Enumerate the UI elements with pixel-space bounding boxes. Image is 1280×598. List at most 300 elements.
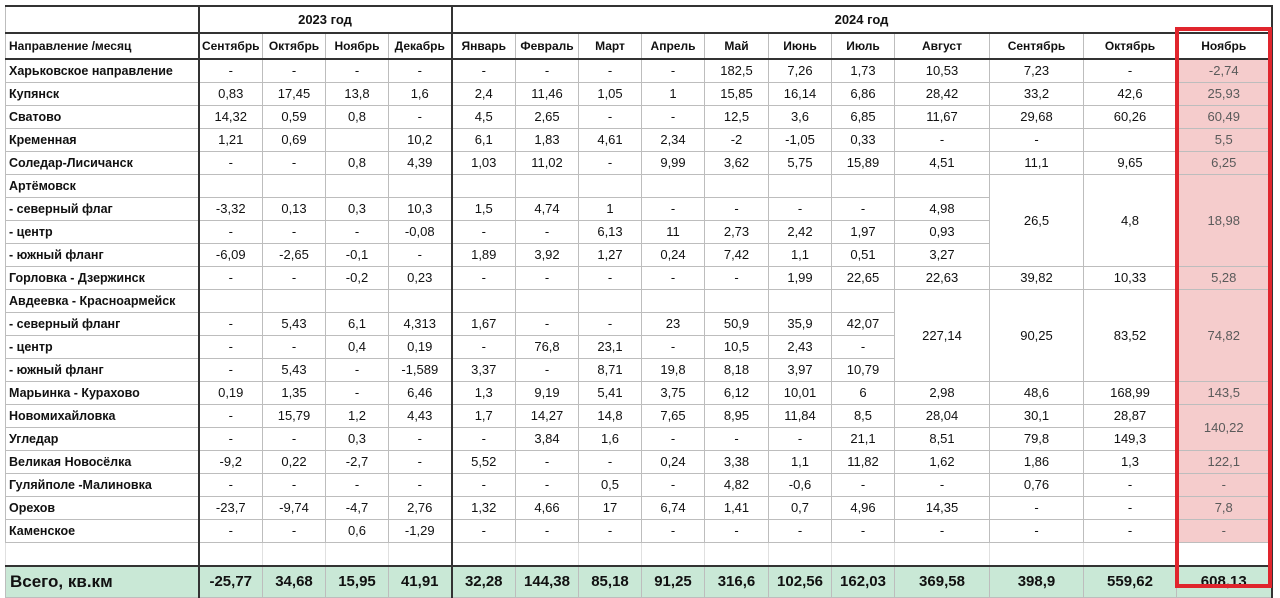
value-cell: 1,86 xyxy=(990,451,1084,474)
value-cell: 23,1 xyxy=(579,336,642,359)
value-cell: - xyxy=(990,129,1084,152)
value-cell: -3,32 xyxy=(199,198,263,221)
value-cell: 0,93 xyxy=(895,221,990,244)
month-header: Апрель xyxy=(642,33,705,59)
month-header: Сентябрь xyxy=(990,33,1084,59)
value-cell xyxy=(389,175,452,198)
year-2024-header: 2024 год xyxy=(452,6,1272,33)
value-cell: 0,33 xyxy=(832,129,895,152)
value-cell: - xyxy=(326,221,389,244)
value-cell: 1,7 xyxy=(452,405,516,428)
value-cell: 11,67 xyxy=(895,106,990,129)
value-cell: -6,09 xyxy=(199,244,263,267)
value-cell: 1,5 xyxy=(452,198,516,221)
month-header: Декабрь xyxy=(389,33,452,59)
merged-value: 140,22 xyxy=(1177,405,1272,451)
value-cell xyxy=(326,129,389,152)
value-cell: - xyxy=(389,59,452,83)
value-cell: 10,53 xyxy=(895,59,990,83)
value-cell: 39,82 xyxy=(990,267,1084,290)
value-cell: 1,27 xyxy=(579,244,642,267)
direction-label: Харьковское направление xyxy=(6,59,199,83)
value-cell: 1,89 xyxy=(452,244,516,267)
value-cell: 4,5 xyxy=(452,106,516,129)
value-cell: 6,85 xyxy=(832,106,895,129)
value-cell: 0,3 xyxy=(326,198,389,221)
total-value: 608,13 xyxy=(1177,566,1272,598)
value-cell: 143,5 xyxy=(1177,382,1272,405)
direction-label: Марьинка - Курахово xyxy=(6,382,199,405)
value-cell: 2,98 xyxy=(895,382,990,405)
value-cell: 6,25 xyxy=(1177,152,1272,175)
direction-label: Великая Новосёлка xyxy=(6,451,199,474)
table-row xyxy=(6,497,1272,520)
value-cell: - xyxy=(452,520,516,543)
value-cell: 48,6 xyxy=(990,382,1084,405)
value-cell: 35,9 xyxy=(769,313,832,336)
value-cell: 8,5 xyxy=(832,405,895,428)
value-cell: -1,05 xyxy=(769,129,832,152)
spacer-cell xyxy=(990,543,1084,567)
month-header: Октябрь xyxy=(1084,33,1177,59)
table-row xyxy=(6,474,1272,497)
value-cell: 4,61 xyxy=(579,129,642,152)
value-cell: 15,85 xyxy=(705,83,769,106)
value-cell: - xyxy=(389,244,452,267)
value-cell: - xyxy=(832,520,895,543)
value-cell: - xyxy=(326,59,389,83)
table-row xyxy=(6,405,1272,428)
value-cell: 1,1 xyxy=(769,244,832,267)
direction-label: Гуляйполе -Малиновка xyxy=(6,474,199,497)
value-cell: 5,41 xyxy=(579,382,642,405)
value-cell xyxy=(769,175,832,198)
value-cell: 4,313 xyxy=(389,313,452,336)
value-cell xyxy=(1084,129,1177,152)
direction-label: Купянск xyxy=(6,83,199,106)
spacer-cell xyxy=(199,543,263,567)
spacer-cell xyxy=(832,543,895,567)
value-cell: -1,29 xyxy=(389,520,452,543)
value-cell: 4,82 xyxy=(705,474,769,497)
value-cell: -2,65 xyxy=(263,244,326,267)
value-cell xyxy=(326,175,389,198)
spacer-row xyxy=(6,543,1272,567)
value-cell: 14,35 xyxy=(895,497,990,520)
value-cell: 0,51 xyxy=(832,244,895,267)
value-cell: 5,75 xyxy=(769,152,832,175)
value-cell: 1,99 xyxy=(769,267,832,290)
value-cell: 25,93 xyxy=(1177,83,1272,106)
value-cell: 0,19 xyxy=(199,382,263,405)
month-header: Сентябрь xyxy=(199,33,263,59)
corner-cell xyxy=(6,6,199,33)
month-header: Январь xyxy=(452,33,516,59)
total-value: 398,9 xyxy=(990,566,1084,598)
value-cell: 1,21 xyxy=(199,129,263,152)
month-header: Март xyxy=(579,33,642,59)
value-cell: 2,73 xyxy=(705,221,769,244)
value-cell: - xyxy=(263,428,326,451)
total-label: Всего, кв.км xyxy=(6,566,199,598)
value-cell: - xyxy=(199,267,263,290)
table-wrapper xyxy=(5,5,1273,598)
value-cell: 7,8 xyxy=(1177,497,1272,520)
value-cell: 21,1 xyxy=(832,428,895,451)
value-cell: 4,39 xyxy=(389,152,452,175)
value-cell: 10,2 xyxy=(389,129,452,152)
value-cell: 5,28 xyxy=(1177,267,1272,290)
value-cell: - xyxy=(452,474,516,497)
total-value: 85,18 xyxy=(579,566,642,598)
value-cell: - xyxy=(832,198,895,221)
value-cell: -0,2 xyxy=(326,267,389,290)
year-header-row xyxy=(6,6,1272,33)
value-cell: 11,1 xyxy=(990,152,1084,175)
value-cell: - xyxy=(389,474,452,497)
value-cell: 1,67 xyxy=(452,313,516,336)
direction-label: - центр xyxy=(6,336,199,359)
value-cell: - xyxy=(1177,474,1272,497)
value-cell: 14,27 xyxy=(516,405,579,428)
table-row xyxy=(6,451,1272,474)
table-row xyxy=(6,83,1272,106)
value-cell: -0,1 xyxy=(326,244,389,267)
value-cell: 8,95 xyxy=(705,405,769,428)
value-cell: 1,1 xyxy=(769,451,832,474)
value-cell: 60,26 xyxy=(1084,106,1177,129)
merged-value: 90,25 xyxy=(990,290,1084,382)
direction-label: Сватово xyxy=(6,106,199,129)
value-cell: 1 xyxy=(579,198,642,221)
value-cell: 0,24 xyxy=(642,451,705,474)
value-cell: 10,3 xyxy=(389,198,452,221)
value-cell: 0,83 xyxy=(199,83,263,106)
value-cell: - xyxy=(642,267,705,290)
value-cell: 11,02 xyxy=(516,152,579,175)
table-row xyxy=(6,267,1272,290)
value-cell: 0,4 xyxy=(326,336,389,359)
value-cell: 9,19 xyxy=(516,382,579,405)
direction-label: - центр xyxy=(6,221,199,244)
value-cell: - xyxy=(769,198,832,221)
value-cell: - xyxy=(199,359,263,382)
total-value: 559,62 xyxy=(1084,566,1177,598)
value-cell: 0,19 xyxy=(389,336,452,359)
value-cell: 5,52 xyxy=(452,451,516,474)
value-cell: 4,74 xyxy=(516,198,579,221)
value-cell: - xyxy=(452,59,516,83)
value-cell: -0,6 xyxy=(769,474,832,497)
value-cell: 22,65 xyxy=(832,267,895,290)
value-cell: - xyxy=(263,221,326,244)
spacer-cell xyxy=(326,543,389,567)
table-row xyxy=(6,129,1272,152)
value-cell xyxy=(516,175,579,198)
value-cell: 1 xyxy=(642,83,705,106)
value-cell xyxy=(452,175,516,198)
value-cell: 7,42 xyxy=(705,244,769,267)
value-cell: 8,71 xyxy=(579,359,642,382)
value-cell: - xyxy=(990,520,1084,543)
value-cell: - xyxy=(199,313,263,336)
value-cell: 9,65 xyxy=(1084,152,1177,175)
value-cell: 6,46 xyxy=(389,382,452,405)
value-cell: 1,35 xyxy=(263,382,326,405)
value-cell: -2,7 xyxy=(326,451,389,474)
value-cell: 10,33 xyxy=(1084,267,1177,290)
month-header: Июль xyxy=(832,33,895,59)
value-cell: 0,22 xyxy=(263,451,326,474)
value-cell: - xyxy=(516,474,579,497)
value-cell: - xyxy=(1084,520,1177,543)
value-cell: 0,23 xyxy=(389,267,452,290)
value-cell: - xyxy=(516,313,579,336)
total-value: 32,28 xyxy=(452,566,516,598)
value-cell: 2,34 xyxy=(642,129,705,152)
value-cell: 4,98 xyxy=(895,198,990,221)
value-cell: -9,2 xyxy=(199,451,263,474)
spacer-cell xyxy=(1177,543,1272,567)
value-cell: -2 xyxy=(705,129,769,152)
month-header: Август xyxy=(895,33,990,59)
total-value: 34,68 xyxy=(263,566,326,598)
total-value: 162,03 xyxy=(832,566,895,598)
value-cell xyxy=(895,175,990,198)
value-cell: - xyxy=(895,474,990,497)
value-cell: 122,1 xyxy=(1177,451,1272,474)
value-cell: 29,68 xyxy=(990,106,1084,129)
value-cell: 1,6 xyxy=(389,83,452,106)
month-header-row xyxy=(6,33,1272,59)
spacer-cell xyxy=(769,543,832,567)
value-cell xyxy=(199,175,263,198)
value-cell: 13,8 xyxy=(326,83,389,106)
value-cell: - xyxy=(389,106,452,129)
total-value: 41,91 xyxy=(389,566,452,598)
value-cell: - xyxy=(705,520,769,543)
total-value: 15,95 xyxy=(326,566,389,598)
value-cell: - xyxy=(199,474,263,497)
table-row xyxy=(6,428,1272,451)
total-value: 91,25 xyxy=(642,566,705,598)
value-cell: 12,5 xyxy=(705,106,769,129)
total-value: 144,38 xyxy=(516,566,579,598)
value-cell: - xyxy=(832,336,895,359)
spacer-cell xyxy=(642,543,705,567)
value-cell: 17,45 xyxy=(263,83,326,106)
value-cell: -23,7 xyxy=(199,497,263,520)
value-cell: - xyxy=(263,59,326,83)
value-cell: - xyxy=(832,474,895,497)
value-cell: - xyxy=(326,382,389,405)
value-cell: 17 xyxy=(579,497,642,520)
value-cell: 3,38 xyxy=(705,451,769,474)
total-value: 316,6 xyxy=(705,566,769,598)
value-cell: 14,32 xyxy=(199,106,263,129)
value-cell: - xyxy=(199,520,263,543)
merged-value: 26,5 xyxy=(990,175,1084,267)
table-row xyxy=(6,106,1272,129)
value-cell: - xyxy=(263,520,326,543)
value-cell: 3,97 xyxy=(769,359,832,382)
value-cell: - xyxy=(326,359,389,382)
merged-value: 18,98 xyxy=(1177,175,1272,267)
value-cell: 76,8 xyxy=(516,336,579,359)
value-cell: - xyxy=(199,221,263,244)
value-cell: 11 xyxy=(642,221,705,244)
value-cell: 6 xyxy=(832,382,895,405)
month-header: Ноябрь xyxy=(326,33,389,59)
value-cell: 5,43 xyxy=(263,313,326,336)
direction-label: - южный фланг xyxy=(6,359,199,382)
value-cell: 168,99 xyxy=(1084,382,1177,405)
value-cell: 0,8 xyxy=(326,152,389,175)
value-cell: 4,66 xyxy=(516,497,579,520)
merged-value: 227,14 xyxy=(895,290,990,382)
total-value: 102,56 xyxy=(769,566,832,598)
value-cell: -9,74 xyxy=(263,497,326,520)
value-cell: - xyxy=(579,59,642,83)
value-cell: 1,41 xyxy=(705,497,769,520)
value-cell: 0,3 xyxy=(326,428,389,451)
value-cell xyxy=(263,290,326,313)
value-cell: - xyxy=(263,336,326,359)
value-cell: 10,01 xyxy=(769,382,832,405)
value-cell: 7,26 xyxy=(769,59,832,83)
value-cell: 5,43 xyxy=(263,359,326,382)
value-cell: - xyxy=(895,129,990,152)
direction-header: Направление /месяц xyxy=(6,33,199,59)
value-cell: 0,6 xyxy=(326,520,389,543)
value-cell: 16,14 xyxy=(769,83,832,106)
value-cell: 11,84 xyxy=(769,405,832,428)
value-cell: 15,89 xyxy=(832,152,895,175)
value-cell: 6,13 xyxy=(579,221,642,244)
value-cell: 1,3 xyxy=(452,382,516,405)
value-cell: 8,18 xyxy=(705,359,769,382)
spacer-cell xyxy=(389,543,452,567)
value-cell: 1,97 xyxy=(832,221,895,244)
value-cell: - xyxy=(263,267,326,290)
value-cell: 149,3 xyxy=(1084,428,1177,451)
value-cell: 1,2 xyxy=(326,405,389,428)
value-cell: - xyxy=(452,336,516,359)
value-cell xyxy=(642,175,705,198)
value-cell: - xyxy=(579,451,642,474)
direction-label: Угледар xyxy=(6,428,199,451)
value-cell: 0,7 xyxy=(769,497,832,520)
value-cell: - xyxy=(895,520,990,543)
value-cell: 11,46 xyxy=(516,83,579,106)
value-cell: 14,8 xyxy=(579,405,642,428)
merged-value: 74,82 xyxy=(1177,290,1272,382)
value-cell: - xyxy=(642,336,705,359)
value-cell: 7,65 xyxy=(642,405,705,428)
value-cell: 1,83 xyxy=(516,129,579,152)
value-cell: - xyxy=(199,152,263,175)
spacer-cell xyxy=(6,543,199,567)
value-cell: - xyxy=(389,451,452,474)
table-row xyxy=(6,520,1272,543)
value-cell: - xyxy=(452,428,516,451)
value-cell: 3,27 xyxy=(895,244,990,267)
value-cell xyxy=(579,175,642,198)
value-cell: - xyxy=(199,59,263,83)
value-cell: 1,05 xyxy=(579,83,642,106)
value-cell: - xyxy=(263,474,326,497)
territory-table xyxy=(5,5,1273,598)
direction-label: Кременная xyxy=(6,129,199,152)
value-cell: 6,1 xyxy=(452,129,516,152)
value-cell xyxy=(199,290,263,313)
value-cell: - xyxy=(769,520,832,543)
value-cell: 50,9 xyxy=(705,313,769,336)
spacer-cell xyxy=(1084,543,1177,567)
value-cell: 0,8 xyxy=(326,106,389,129)
value-cell xyxy=(579,290,642,313)
value-cell: - xyxy=(642,198,705,221)
value-cell: 60,49 xyxy=(1177,106,1272,129)
value-cell: - xyxy=(516,59,579,83)
value-cell xyxy=(516,290,579,313)
value-cell: 10,5 xyxy=(705,336,769,359)
value-cell: 3,62 xyxy=(705,152,769,175)
direction-label: Соледар-Лисичанск xyxy=(6,152,199,175)
value-cell: 6,12 xyxy=(705,382,769,405)
value-cell: 9,99 xyxy=(642,152,705,175)
value-cell: 42,07 xyxy=(832,313,895,336)
value-cell: 4,51 xyxy=(895,152,990,175)
value-cell: - xyxy=(705,267,769,290)
value-cell: - xyxy=(579,313,642,336)
table-row xyxy=(6,290,1272,313)
value-cell: - xyxy=(705,198,769,221)
value-cell: - xyxy=(516,267,579,290)
spacer-cell xyxy=(705,543,769,567)
value-cell: -4,7 xyxy=(326,497,389,520)
value-cell xyxy=(452,290,516,313)
value-cell: - xyxy=(452,221,516,244)
value-cell: 0,5 xyxy=(579,474,642,497)
value-cell: 1,32 xyxy=(452,497,516,520)
value-cell: 11,82 xyxy=(832,451,895,474)
direction-label: Орехов xyxy=(6,497,199,520)
value-cell: 0,13 xyxy=(263,198,326,221)
value-cell: -2,74 xyxy=(1177,59,1272,83)
direction-label: Авдеевка - Красноармейск xyxy=(6,290,199,313)
value-cell: - xyxy=(199,405,263,428)
value-cell: 15,79 xyxy=(263,405,326,428)
value-cell: 6,1 xyxy=(326,313,389,336)
value-cell: - xyxy=(579,106,642,129)
value-cell xyxy=(642,290,705,313)
value-cell: - xyxy=(1084,474,1177,497)
value-cell: 2,43 xyxy=(769,336,832,359)
value-cell: - xyxy=(326,474,389,497)
value-cell: 3,92 xyxy=(516,244,579,267)
spacer-cell xyxy=(895,543,990,567)
month-header: Октябрь xyxy=(263,33,326,59)
value-cell: 2,42 xyxy=(769,221,832,244)
value-cell: 1,03 xyxy=(452,152,516,175)
table-row xyxy=(6,152,1272,175)
direction-label: - северный фланг xyxy=(6,313,199,336)
value-cell: 23 xyxy=(642,313,705,336)
value-cell: 79,8 xyxy=(990,428,1084,451)
value-cell: - xyxy=(642,520,705,543)
value-cell: 30,1 xyxy=(990,405,1084,428)
